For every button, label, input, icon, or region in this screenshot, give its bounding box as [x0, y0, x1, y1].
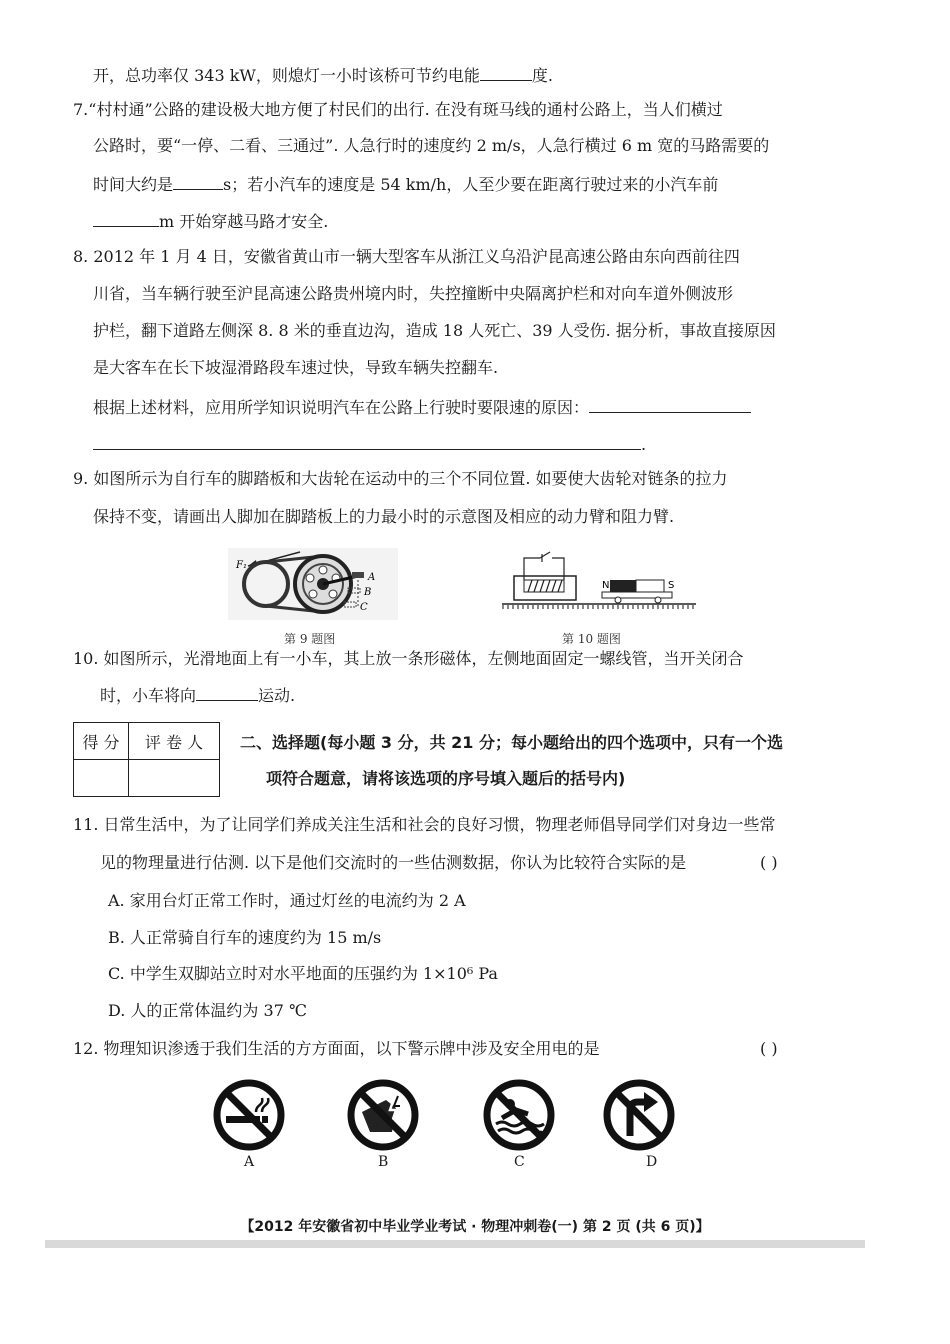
q11-option-a: A. 家用台灯正常工作时，通过灯丝的电流约为 2 A	[108, 891, 466, 910]
score-header: 得 分	[74, 723, 129, 760]
q8-line2: 川省，当车辆行驶至沪昆高速公路贵州境内时，失控撞断中央隔离护栏和对向车道外侧波形	[93, 284, 734, 303]
magnet-north-label: N	[602, 580, 610, 591]
grader-header: 评 卷 人	[129, 723, 220, 760]
position-a-label: A	[368, 572, 376, 583]
position-c-label: C	[360, 602, 368, 613]
footer-divider	[45, 1240, 865, 1248]
magnet-south-pole	[636, 580, 664, 592]
cart-wheel-right	[655, 597, 661, 603]
q7-line3-rest: s；若小汽车的速度是 54 km/h，人至少要在距离行驶过来的小汽车前	[223, 175, 719, 194]
q9-line2: 保持不变，请画出人脚加在脚踏板上的力最小时的示意图及相应的动力臂和阻力臂.	[93, 507, 675, 526]
q7-time-blank[interactable]	[173, 173, 223, 190]
section2-title-line2: 项符合题意，请将该选项的序号填入题后的括号内)	[266, 769, 626, 788]
q8-line1: 8. 2012 年 1 月 4 日，安徽省黄山市一辆大型客车从浙江义乌沿沪昆高速公路由东向西前往四	[73, 247, 740, 266]
q11-line2: 见的物理量进行估测. 以下是他们交流时的一些估测数据，你认为比较符合实际的是	[100, 853, 687, 872]
sign-c-label: C	[514, 1154, 525, 1170]
no-swimming-sign-icon	[482, 1078, 556, 1152]
figure-10-caption: 第 10 题图	[562, 632, 621, 646]
grader-cell[interactable]	[129, 760, 220, 797]
q6-answer-blank[interactable]	[480, 64, 532, 81]
q8-answer-blank-2[interactable]	[93, 433, 641, 450]
sign-d-label: D	[646, 1154, 658, 1170]
q6-text: 开，总功率仅 343 kW，则熄灯一小时该桥可节约电能	[93, 66, 480, 85]
q8-line6	[93, 433, 646, 456]
magnet-south-label: S	[668, 580, 675, 591]
cart-body	[602, 592, 672, 598]
q8-period: .	[641, 435, 647, 454]
q7-distance-blank[interactable]	[93, 210, 159, 227]
q7-line3	[93, 173, 718, 196]
q7-line2: 公路时，要“一停、二看、三通过”. 人急行时的速度约 2 m/s，人急行横过 6 m 宽的马路需要的	[93, 136, 770, 155]
score-table	[73, 722, 220, 797]
no-right-turn-sign-icon	[602, 1078, 676, 1152]
sign-b-label: B	[378, 1154, 389, 1170]
q6-unit: 度.	[531, 66, 553, 85]
q7-line1: 7.“村村通”公路的建设极大地方便了村民们的出行. 在没有斑马线的通村公路上，当人们横过	[73, 100, 723, 119]
q8-answer-blank-1[interactable]	[589, 396, 751, 413]
position-b-label: B	[364, 587, 372, 598]
q10-line1: 10. 如图所示，光滑地面上有一小车，其上放一条形磁体，左侧地面固定一螺线管，当开关闭合	[73, 649, 744, 668]
sign-a-label: A	[244, 1154, 255, 1170]
q10-line2-end: 运动.	[258, 686, 296, 705]
cart-wheel-left	[615, 597, 621, 603]
q12-answer-bracket[interactable]: ( )	[760, 1039, 778, 1058]
q11-line1: 11. 日常生活中，为了让同学们养成关注生活和社会的良好习惯，物理老师倡导同学们对身边一些常	[73, 815, 776, 834]
q10-direction-blank[interactable]	[196, 684, 258, 701]
q12-line1: 12. 物理知识渗透于我们生活的方方面面，以下警示牌中涉及安全用电的是	[73, 1039, 600, 1058]
q11-option-b: B. 人正常骑自行车的速度约为 15 m/s	[108, 928, 382, 947]
section2-title-line1: 二、选择题(每小题 3 分，共 21 分；每小题给出的四个选项中，只有一个选	[240, 733, 783, 752]
q7-line3-text: 时间大约是	[93, 175, 174, 194]
q10-line2-text: 时，小车将向	[100, 686, 197, 705]
score-cell[interactable]	[74, 760, 129, 797]
figure-10-solenoid-cart	[500, 548, 700, 610]
q7-line4	[93, 210, 328, 233]
q8-line3: 护栏，翻下道路左侧深 8. 8 米的垂直边沟，造成 18 人死亡、39 人受伤. 据分析，事故直接原因	[93, 321, 776, 340]
page-footer: 【2012 年安徽省初中毕业学业考试 · 物理冲刺卷(一) 第 2 页 (共 6 页)】	[240, 1219, 710, 1235]
no-wet-hands-electrical-sign-icon	[346, 1078, 420, 1152]
q7-line4-text: m 开始穿越马路才安全.	[159, 212, 329, 231]
solenoid-coil	[528, 580, 562, 592]
q8-line5	[93, 396, 751, 419]
q6-tail-line	[93, 64, 553, 87]
magnet-north-pole	[610, 580, 636, 592]
q11-answer-bracket[interactable]: ( )	[760, 853, 778, 872]
q10-line2	[100, 684, 295, 707]
figure-9-bicycle-sprocket	[228, 548, 398, 620]
q8-line4: 是大客车在长下坡湿滑路段车速过快，导致车辆失控翻车.	[93, 358, 499, 377]
f1-label: F₁	[236, 560, 247, 571]
q11-option-d: D. 人的正常体温约为 37 ℃	[108, 1001, 307, 1020]
figure-9-caption: 第 9 题图	[284, 632, 336, 646]
no-smoking-sign-icon	[212, 1078, 286, 1152]
q8-prompt: 根据上述材料，应用所学知识说明汽车在公路上行驶时要限速的原因：	[93, 398, 590, 417]
q11-option-c: C. 中学生双脚站立时对水平地面的压强约为 1×10⁶ Pa	[108, 964, 498, 983]
q9-line1: 9. 如图所示为自行车的脚踏板和大齿轮在运动中的三个不同位置. 如要使大齿轮对链条的拉力	[73, 469, 728, 488]
